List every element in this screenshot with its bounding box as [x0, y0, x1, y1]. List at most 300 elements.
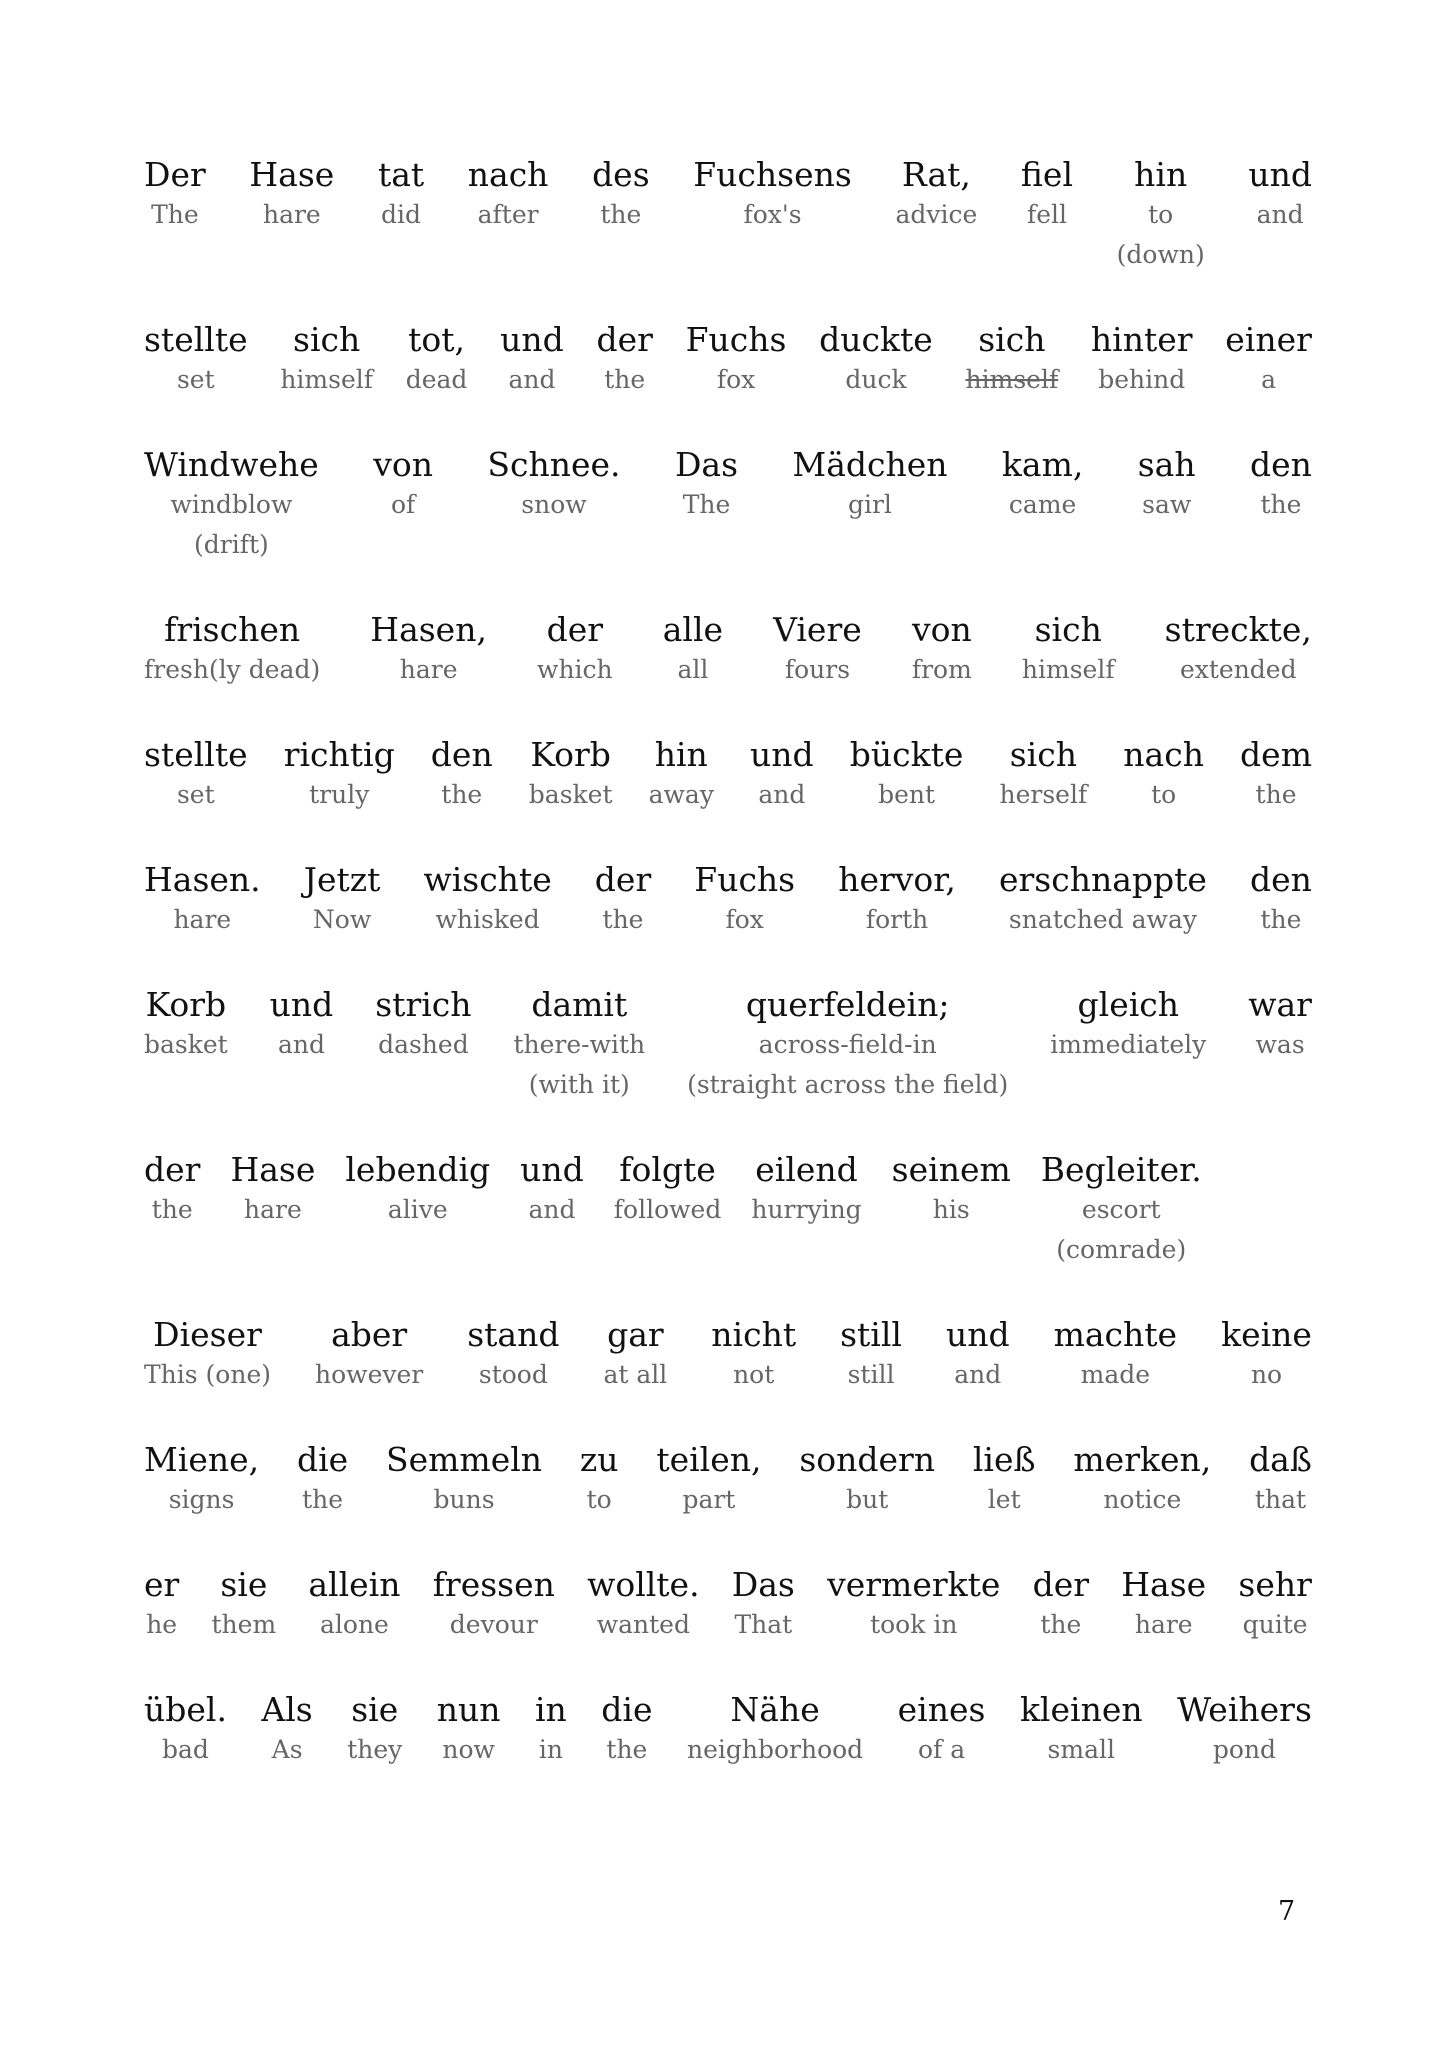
english-gloss: fours — [784, 655, 851, 684]
english-gloss: immediately — [1050, 1030, 1207, 1059]
english-gloss-alt: (drift) — [194, 530, 269, 559]
german-word: in — [535, 1690, 567, 1729]
german-word: kam, — [1001, 445, 1084, 484]
german-word: den — [430, 735, 493, 774]
word-pair — [773, 610, 862, 690]
english-gloss: the — [1260, 905, 1302, 934]
word-pair — [587, 1565, 700, 1645]
word-pair — [649, 735, 714, 815]
word-pair — [792, 445, 947, 525]
english-gloss: small — [1047, 1735, 1115, 1764]
german-word: der — [594, 860, 652, 899]
text-line — [144, 985, 1312, 1105]
word-pair — [1240, 735, 1312, 815]
english-gloss: part — [682, 1485, 736, 1514]
german-word: frischen — [164, 610, 301, 649]
german-word: allein — [308, 1565, 401, 1604]
german-word: still — [840, 1315, 902, 1354]
word-pair — [1248, 155, 1312, 235]
word-pair — [1054, 1315, 1178, 1395]
german-word: und — [269, 985, 334, 1024]
word-pair — [614, 1150, 722, 1230]
german-word: stellte — [144, 735, 248, 774]
german-word: Jetzt — [303, 860, 381, 899]
word-pair — [144, 1150, 200, 1230]
word-pair — [1121, 1565, 1206, 1645]
german-word: nach — [467, 155, 549, 194]
english-gloss: followed — [613, 1195, 722, 1224]
german-word: seinem — [891, 1150, 1011, 1189]
english-gloss: duck — [845, 365, 907, 394]
word-pair — [656, 1440, 761, 1520]
german-word: sich — [293, 320, 361, 359]
english-gloss: was — [1255, 1030, 1305, 1059]
word-pair — [308, 1565, 400, 1645]
german-word: und — [500, 320, 564, 359]
english-gloss: hare — [399, 655, 458, 684]
german-word: Hase — [249, 155, 335, 194]
word-pair — [431, 735, 493, 815]
english-gloss: let — [987, 1485, 1021, 1514]
german-word: und — [750, 735, 814, 774]
text-line — [144, 735, 1312, 815]
english-gloss: the — [602, 905, 644, 934]
word-pair — [686, 320, 787, 400]
word-pair — [280, 320, 373, 400]
english-gloss: snow — [521, 490, 587, 519]
english-gloss: did — [381, 200, 422, 229]
word-pair — [1033, 1565, 1089, 1645]
english-gloss: from — [911, 655, 972, 684]
german-word: Hasen, — [370, 610, 487, 649]
word-pair — [1117, 155, 1205, 275]
german-word: tot, — [408, 320, 466, 359]
german-word: Begleiter. — [1040, 1150, 1202, 1189]
german-word: stand — [467, 1315, 560, 1354]
paragraph — [144, 155, 1312, 1270]
word-pair — [1250, 445, 1312, 525]
german-word: Schnee. — [487, 445, 621, 484]
english-gloss: hare — [1134, 1610, 1193, 1639]
word-pair — [1123, 735, 1204, 815]
german-word: und — [945, 1315, 1010, 1354]
german-word: von — [373, 445, 433, 484]
english-gloss: hare — [262, 200, 321, 229]
english-gloss: that — [1254, 1485, 1307, 1514]
text-line — [144, 1315, 1312, 1395]
german-word: alle — [662, 610, 724, 649]
word-pair — [144, 1565, 179, 1645]
word-pair — [1050, 985, 1206, 1065]
english-gloss: behind — [1098, 365, 1186, 394]
word-pair — [1249, 1440, 1312, 1520]
word-pair — [892, 1150, 1011, 1230]
english-gloss: himself — [965, 365, 1059, 394]
word-pair — [144, 610, 320, 690]
german-word: kleinen — [1019, 1690, 1143, 1729]
german-word: vermerkte — [827, 1565, 1001, 1604]
german-word: Rat, — [901, 155, 971, 194]
german-word: aber — [331, 1315, 408, 1354]
word-pair — [249, 155, 334, 235]
word-pair — [1165, 610, 1312, 690]
word-pair — [437, 1690, 501, 1770]
word-pair — [520, 1150, 584, 1230]
german-word: eilend — [755, 1150, 858, 1189]
german-word: der — [596, 320, 653, 359]
german-word: ließ — [972, 1440, 1036, 1479]
word-pair — [467, 1315, 559, 1395]
word-pair — [895, 155, 977, 235]
german-word: Der — [144, 155, 206, 194]
english-gloss: not — [733, 1360, 775, 1389]
english-gloss: himself — [1021, 655, 1115, 684]
german-word: den — [1249, 860, 1312, 899]
english-gloss: in — [538, 1735, 563, 1764]
german-word: lebendig — [345, 1150, 491, 1189]
english-gloss: the — [1260, 490, 1302, 519]
english-gloss: he — [146, 1610, 178, 1639]
german-word: sich — [1009, 735, 1077, 774]
english-gloss: himself — [280, 365, 374, 394]
word-pair — [1250, 860, 1312, 940]
german-word: Weihers — [1177, 1690, 1312, 1729]
english-gloss: basket — [144, 1030, 228, 1059]
german-word: dem — [1240, 735, 1312, 774]
german-word: sondern — [799, 1440, 936, 1479]
english-gloss: This (one) — [144, 1360, 272, 1389]
english-gloss: hare — [244, 1195, 302, 1224]
word-pair — [966, 320, 1059, 400]
english-gloss: of a — [917, 1735, 966, 1764]
german-word: tat — [377, 155, 425, 194]
german-word: und — [520, 1150, 584, 1189]
german-word: Hasen. — [144, 860, 261, 899]
english-gloss: made — [1080, 1360, 1151, 1389]
text-line — [144, 1440, 1312, 1520]
english-gloss: the — [151, 1195, 193, 1224]
word-pair — [423, 860, 551, 940]
english-gloss: basket — [528, 780, 613, 809]
german-word: fiel — [1020, 155, 1074, 194]
german-word: der — [1032, 1565, 1090, 1604]
word-pair — [386, 1440, 542, 1520]
english-gloss: extended — [1179, 655, 1297, 684]
text-line — [144, 1150, 1312, 1270]
german-word: von — [911, 610, 972, 649]
english-gloss: the — [606, 1735, 648, 1764]
german-word: sie — [351, 1690, 399, 1729]
german-word: Hase — [230, 1150, 316, 1189]
english-gloss: windblow — [170, 490, 293, 519]
english-gloss: signs — [168, 1485, 235, 1514]
german-word: den — [1250, 445, 1312, 484]
german-word: bückte — [849, 735, 964, 774]
english-gloss: and — [528, 1195, 576, 1224]
german-word: strich — [375, 985, 472, 1024]
word-pair — [144, 1440, 259, 1520]
word-pair — [261, 1690, 312, 1770]
word-pair — [144, 445, 319, 565]
english-gloss: dashed — [378, 1030, 469, 1059]
english-gloss: to — [1148, 200, 1174, 229]
german-word: erschnappte — [998, 860, 1207, 899]
english-gloss: and — [954, 1360, 1002, 1389]
english-gloss: snatched away — [1008, 905, 1197, 934]
german-word: Mädchen — [792, 445, 948, 484]
word-pair — [946, 1315, 1010, 1395]
word-pair — [144, 985, 228, 1065]
word-pair — [912, 610, 972, 690]
german-word: sehr — [1238, 1565, 1312, 1604]
german-word: Fuchs — [694, 860, 796, 899]
english-gloss: took in — [870, 1610, 958, 1639]
english-gloss: across-field-in — [758, 1030, 937, 1059]
word-pair — [1091, 320, 1193, 400]
word-pair — [603, 1315, 667, 1395]
word-pair — [732, 1565, 795, 1645]
paragraph — [144, 1315, 1312, 1770]
german-word: Semmeln — [386, 1440, 543, 1479]
word-pair — [297, 1440, 348, 1520]
text-line — [144, 445, 1312, 565]
word-pair — [230, 1150, 315, 1230]
german-word: der — [144, 1150, 201, 1189]
word-pair — [694, 860, 795, 940]
english-gloss: to — [1151, 780, 1177, 809]
german-word: die — [601, 1690, 653, 1729]
word-pair — [347, 1690, 402, 1770]
word-pair — [1020, 1690, 1143, 1770]
english-gloss-alt: (comrade) — [1056, 1235, 1187, 1264]
german-word: stellte — [144, 320, 248, 359]
english-gloss: saw — [1142, 490, 1192, 519]
word-pair — [212, 1565, 277, 1645]
word-pair — [345, 1150, 490, 1230]
english-gloss: Now — [312, 905, 372, 934]
word-pair — [580, 1440, 619, 1520]
word-pair — [144, 1315, 271, 1395]
text-line — [144, 1690, 1312, 1770]
word-pair — [144, 860, 261, 940]
word-pair — [799, 1440, 935, 1520]
english-gloss: dead — [405, 365, 468, 394]
word-pair — [144, 320, 248, 400]
german-word: er — [144, 1565, 180, 1604]
english-gloss: came — [1008, 490, 1077, 519]
german-word: Das — [731, 1565, 795, 1604]
english-gloss: alive — [387, 1195, 448, 1224]
english-gloss: stood — [478, 1360, 548, 1389]
word-pair — [513, 985, 645, 1105]
english-gloss: neighborhood — [686, 1735, 864, 1764]
word-pair — [373, 445, 433, 525]
german-word: die — [296, 1440, 349, 1479]
english-gloss: fresh(ly dead) — [144, 655, 321, 684]
german-word: hervor, — [838, 860, 956, 899]
word-pair — [1177, 1690, 1312, 1770]
english-gloss-alt: (with it) — [528, 1070, 630, 1099]
word-pair — [144, 155, 206, 235]
german-word: eines — [897, 1690, 986, 1729]
german-word: duckte — [819, 320, 933, 359]
english-gloss: the — [302, 1485, 344, 1514]
word-pair — [304, 860, 381, 940]
word-pair — [819, 320, 933, 400]
german-word: gar — [607, 1315, 664, 1354]
english-gloss: his — [932, 1195, 970, 1224]
english-gloss-alt: (down) — [1116, 240, 1205, 269]
word-pair — [433, 1565, 555, 1645]
german-word: fressen — [432, 1565, 555, 1604]
german-word: nach — [1123, 735, 1204, 774]
word-pair — [370, 610, 487, 690]
english-gloss: after — [477, 200, 539, 229]
english-gloss: all — [677, 655, 709, 684]
word-pair — [751, 1150, 861, 1230]
text-line — [144, 610, 1312, 690]
english-gloss: the — [600, 200, 642, 229]
german-word: hin — [654, 735, 708, 774]
text-line — [144, 1565, 1312, 1645]
german-word: keine — [1221, 1315, 1312, 1354]
german-word: Korb — [145, 985, 227, 1024]
english-gloss: set — [176, 365, 215, 394]
english-gloss: fox's — [743, 200, 802, 229]
german-word: nun — [436, 1690, 501, 1729]
english-gloss: herself — [999, 780, 1088, 809]
english-gloss-alt: (straight across the field) — [687, 1070, 1009, 1099]
word-pair — [675, 445, 738, 525]
english-gloss: devour — [449, 1610, 538, 1639]
german-word: merken, — [1073, 1440, 1212, 1479]
german-word: Viere — [773, 610, 862, 649]
german-word: gleich — [1077, 985, 1180, 1024]
english-gloss: That — [734, 1610, 793, 1639]
word-pair — [687, 985, 1008, 1105]
word-pair — [378, 155, 424, 235]
english-gloss: forth — [865, 905, 929, 934]
english-gloss: fox — [716, 365, 756, 394]
english-gloss: fell — [1026, 200, 1067, 229]
german-word: richtig — [283, 735, 395, 774]
english-gloss: escort — [1081, 1195, 1161, 1224]
english-gloss: of — [390, 490, 416, 519]
english-gloss: truly — [309, 780, 370, 809]
english-gloss: buns — [433, 1485, 495, 1514]
word-pair — [487, 445, 620, 525]
word-pair — [1138, 445, 1196, 525]
german-word: nicht — [711, 1315, 797, 1354]
word-pair — [592, 155, 650, 235]
german-word: damit — [531, 985, 628, 1024]
word-pair — [898, 1690, 986, 1770]
german-word: übel. — [144, 1690, 227, 1729]
english-gloss: at all — [603, 1360, 668, 1389]
english-gloss: the — [441, 780, 483, 809]
word-pair — [711, 1315, 796, 1395]
word-pair — [693, 155, 852, 235]
english-gloss: and — [508, 365, 556, 394]
german-word: einer — [1225, 320, 1312, 359]
text-line — [144, 320, 1312, 400]
german-word: sich — [1034, 610, 1102, 649]
english-gloss: bad — [162, 1735, 209, 1764]
english-gloss: to — [586, 1485, 612, 1514]
english-gloss: The — [151, 200, 199, 229]
word-pair — [406, 320, 468, 400]
word-pair — [973, 1440, 1036, 1520]
english-gloss: alone — [320, 1610, 389, 1639]
word-pair — [144, 735, 248, 815]
german-word: Korb — [530, 735, 611, 774]
word-pair — [1248, 985, 1312, 1065]
english-gloss: away — [648, 780, 714, 809]
german-word: hinter — [1090, 320, 1193, 359]
word-pair — [999, 735, 1087, 815]
english-gloss: fox — [725, 905, 764, 934]
word-pair — [999, 860, 1207, 940]
english-gloss: whisked — [435, 905, 540, 934]
english-gloss: hurrying — [751, 1195, 862, 1224]
english-gloss: wanted — [596, 1610, 690, 1639]
english-gloss: girl — [847, 490, 892, 519]
german-word: Hase — [1121, 1565, 1207, 1604]
english-gloss: the — [604, 365, 646, 394]
german-word: Fuchs — [685, 320, 787, 359]
word-pair — [500, 320, 564, 400]
word-pair — [595, 860, 651, 940]
english-gloss: and — [277, 1030, 325, 1059]
english-gloss: but — [846, 1485, 889, 1514]
english-gloss: and — [1256, 200, 1304, 229]
english-gloss: they — [347, 1735, 403, 1764]
german-word: folgte — [619, 1150, 716, 1189]
english-gloss: quite — [1242, 1610, 1308, 1639]
word-pair — [284, 735, 395, 815]
english-gloss: bent — [878, 780, 936, 809]
german-word: und — [1248, 155, 1312, 194]
english-gloss: set — [176, 780, 215, 809]
german-word: Dieser — [153, 1315, 262, 1354]
text-line — [144, 155, 1312, 275]
page-number: 7 — [1278, 1896, 1296, 1927]
english-gloss: the — [1040, 1610, 1082, 1639]
english-gloss: As — [271, 1735, 303, 1764]
word-pair — [535, 1690, 567, 1770]
english-gloss: a — [1261, 365, 1277, 394]
word-pair — [1225, 320, 1312, 400]
word-pair — [1073, 1440, 1211, 1520]
german-word: Miene, — [144, 1440, 260, 1479]
english-gloss: advice — [895, 200, 978, 229]
german-word: wischte — [423, 860, 552, 899]
german-word: Windwehe — [144, 445, 319, 484]
german-word: Nähe — [730, 1690, 820, 1729]
english-gloss: which — [537, 655, 613, 684]
german-word: Als — [261, 1690, 313, 1729]
german-word: sich — [978, 320, 1046, 359]
english-gloss: now — [442, 1735, 495, 1764]
german-word: zu — [579, 1440, 619, 1479]
word-pair — [840, 1315, 902, 1395]
interlinear-text — [144, 155, 1312, 1815]
word-pair — [537, 610, 613, 690]
german-word: des — [592, 155, 650, 194]
word-pair — [315, 1315, 423, 1395]
word-pair — [663, 610, 723, 690]
english-gloss: there-with — [513, 1030, 646, 1059]
